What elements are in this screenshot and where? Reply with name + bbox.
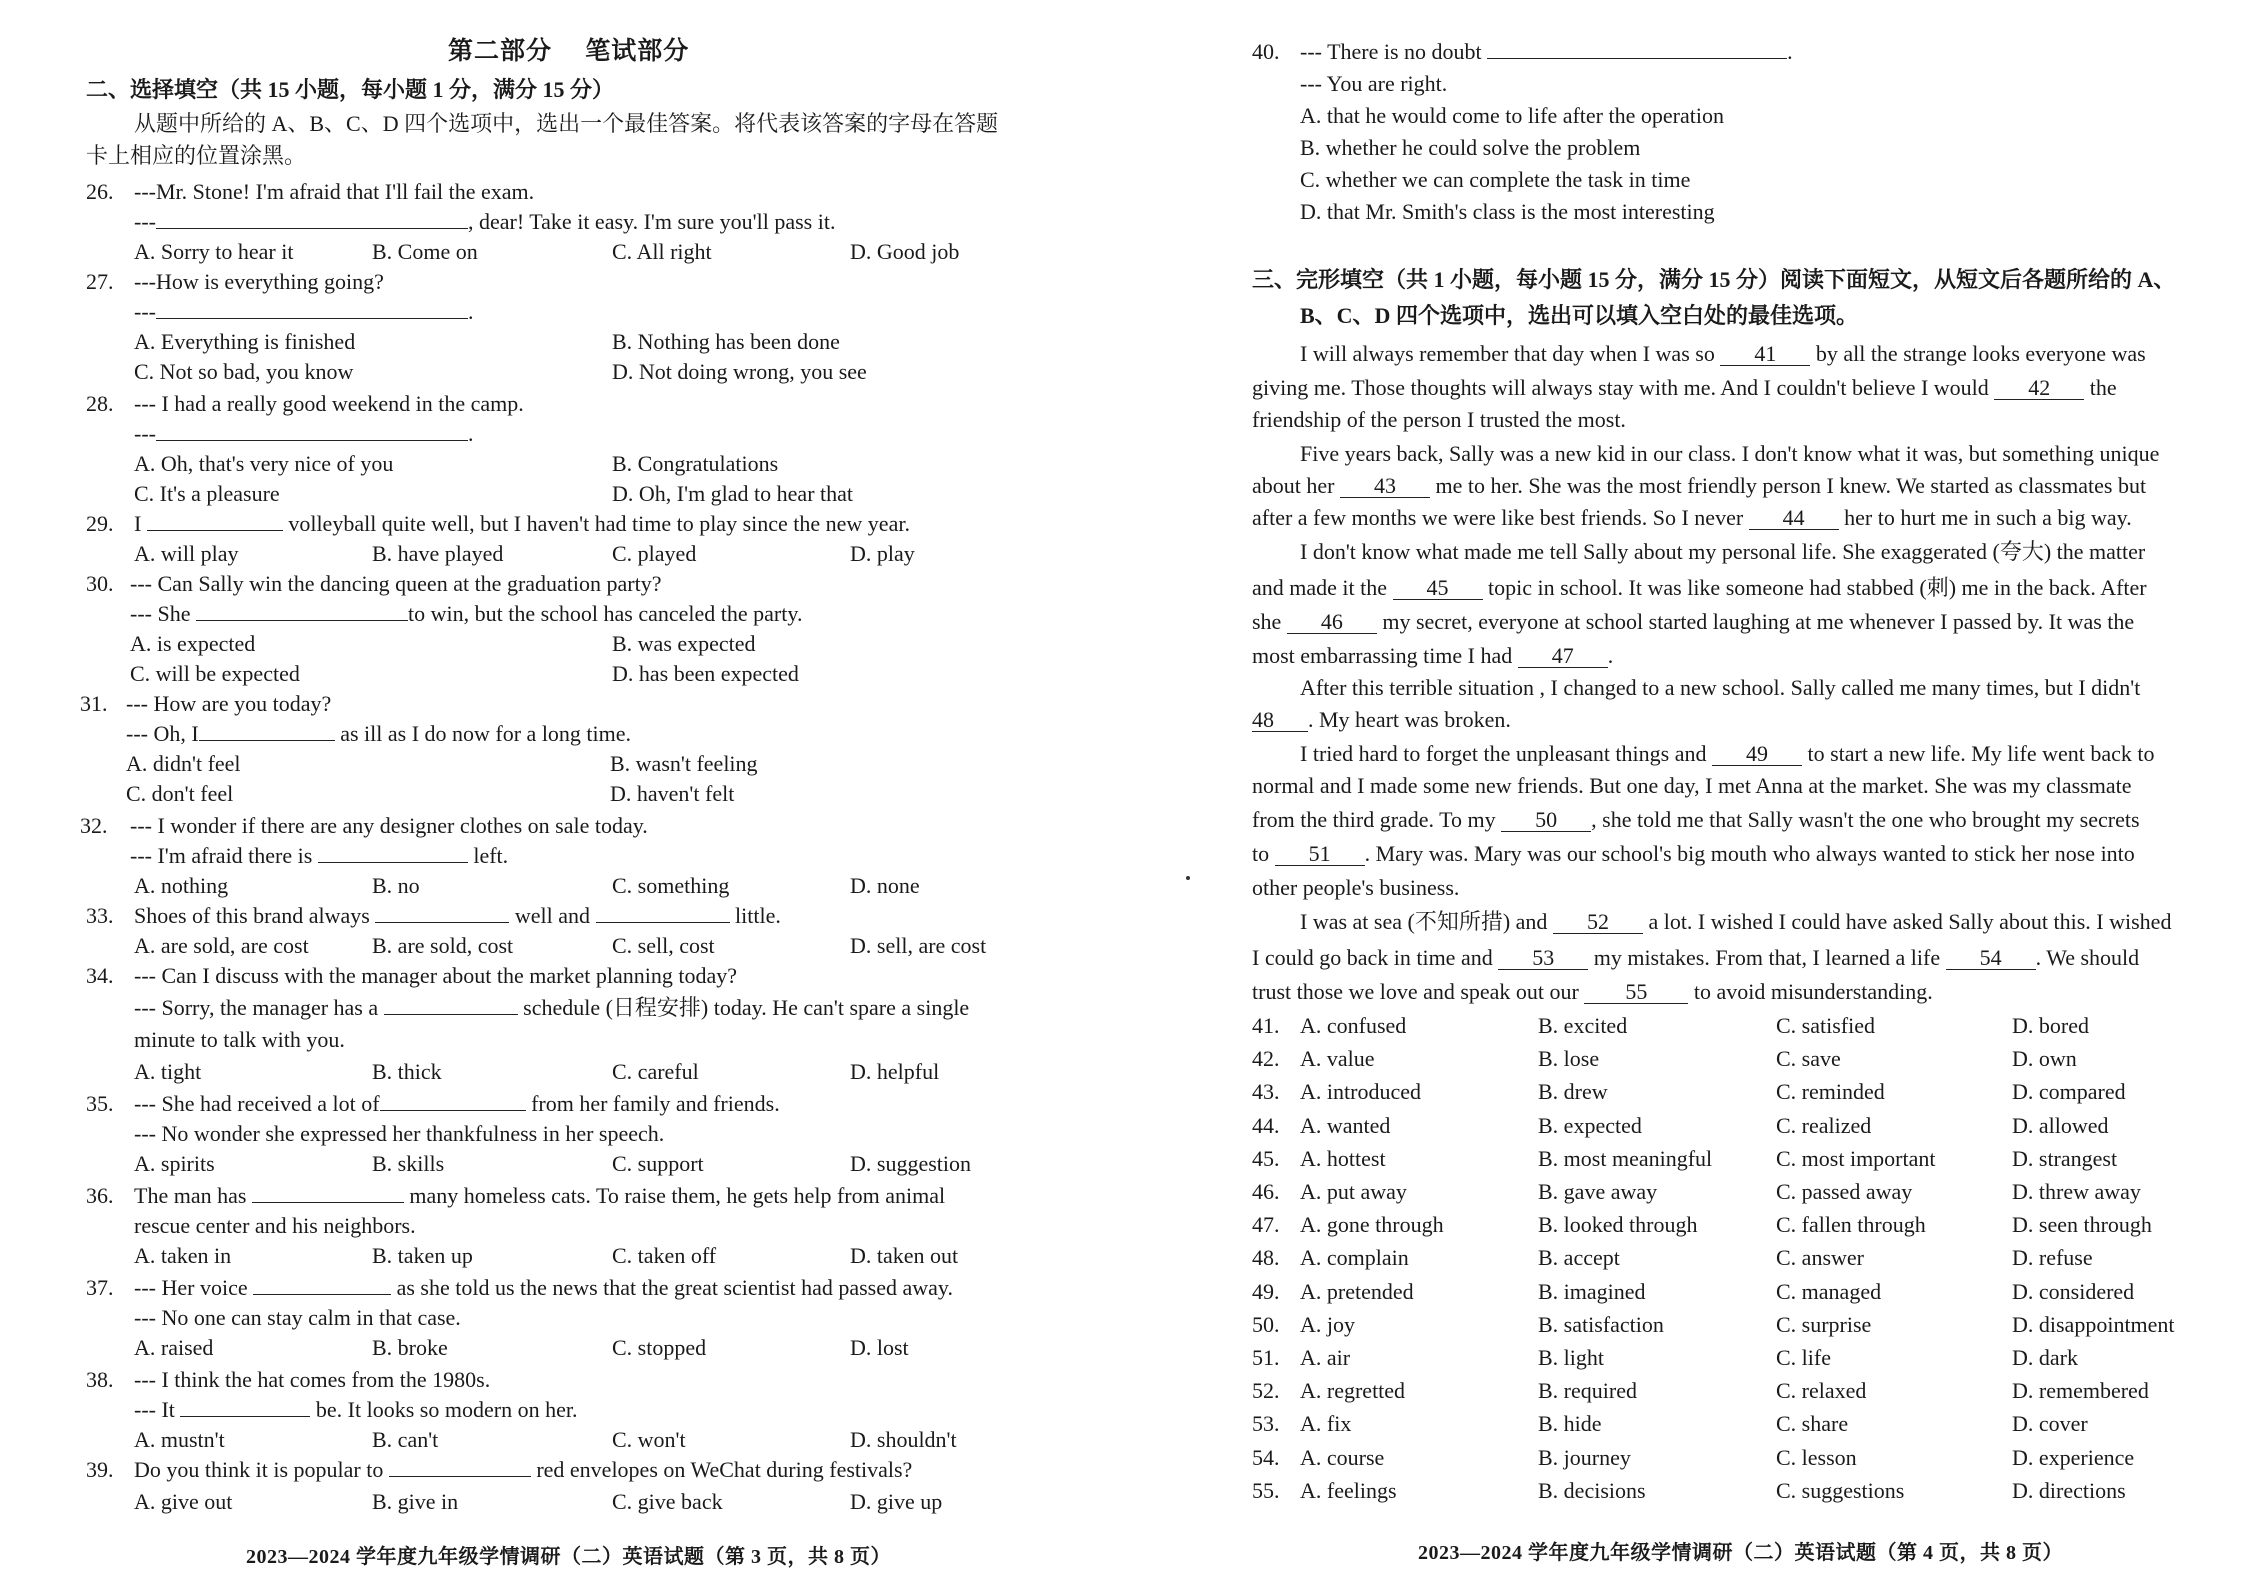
option-d[interactable]: D. seen through <box>2012 1212 2152 1238</box>
answer-line: --- No wonder she expressed her thankfulness in her speech. <box>134 1121 665 1146</box>
option-number: 44. <box>1252 1112 1280 1138</box>
option-c[interactable]: C. life <box>1776 1345 1831 1370</box>
question-stem: --- There is no doubt . <box>1300 39 1793 64</box>
option-c[interactable]: C. suggestions <box>1776 1477 1905 1503</box>
option-b[interactable]: B. Nothing has been done <box>612 329 840 354</box>
option-c[interactable]: C. sell, cost <box>612 933 715 958</box>
answer-blank[interactable] <box>147 510 283 531</box>
answer-blank[interactable] <box>596 902 730 923</box>
option-a[interactable]: A. air <box>1300 1345 1351 1370</box>
option-d[interactable]: D. bored <box>2012 1013 2089 1038</box>
option-b[interactable]: B. whether he could solve the problem <box>1300 135 1641 160</box>
option-number: 46. <box>1252 1179 1280 1204</box>
answer-line: --- I'm afraid there is left. <box>130 843 509 868</box>
option-number: 42. <box>1252 1046 1280 1072</box>
option-a[interactable]: A. introduced <box>1300 1079 1421 1105</box>
option-a[interactable]: A. gone through <box>1300 1212 1444 1238</box>
question-number: 35. <box>86 1091 114 1116</box>
option-a[interactable]: A. give out <box>134 1489 233 1514</box>
option-a[interactable]: A. Everything is finished <box>134 329 356 354</box>
option-d[interactable]: D. allowed <box>2012 1112 2109 1138</box>
page-4 <box>1122 0 2244 1586</box>
option-c[interactable]: C. played <box>612 541 697 566</box>
option-c[interactable]: C. taken off <box>612 1243 717 1268</box>
question-stem: --- Can I discuss with the manager about the market planning today? <box>134 963 737 988</box>
answer-line: --- It be. It looks so modern on her. <box>134 1397 578 1422</box>
option-b[interactable]: B. decisions <box>1538 1477 1646 1503</box>
question-stem: Do you think it is popular to red envelopes on WeChat during festivals? <box>134 1457 913 1482</box>
question-number: 27. <box>86 269 114 294</box>
blank-50[interactable]: 50 <box>1501 809 1591 832</box>
option-a[interactable]: A. Oh, that's very nice of you <box>134 451 394 476</box>
option-d[interactable]: D. Oh, I'm glad to hear that <box>612 481 854 506</box>
option-b[interactable]: B. imagined <box>1538 1278 1646 1304</box>
option-a[interactable]: A. value <box>1300 1046 1375 1072</box>
option-d[interactable]: D. strangest <box>2012 1145 2118 1171</box>
passage-line: I could go back in time and 53 my mistakes. From that, I learned a life 54 . We should <box>1252 945 2140 970</box>
question-number: 28. <box>86 391 114 416</box>
option-a[interactable]: A. course <box>1300 1444 1385 1470</box>
option-b[interactable]: B. required <box>1538 1378 1637 1404</box>
answer-blank[interactable] <box>384 994 518 1015</box>
question-stem: --- I think the hat comes from the 1980s. <box>134 1367 491 1392</box>
blank-47[interactable]: 47 <box>1518 645 1608 668</box>
passage-line: normal and I made some new friends. But one day, I met Anna at the market. She was my classmate <box>1252 773 2132 798</box>
question-number: 33. <box>86 903 114 928</box>
option-d[interactable]: D. Not doing wrong, you see <box>612 359 867 384</box>
option-d[interactable]: D. taken out <box>850 1243 959 1268</box>
option-number: 50. <box>1252 1311 1280 1337</box>
option-a[interactable]: A. nothing <box>134 873 229 898</box>
question-number: 26. <box>86 179 114 204</box>
option-c[interactable]: C. It's a pleasure <box>134 481 280 506</box>
option-d[interactable]: D. haven't felt <box>610 781 735 806</box>
option-number: 47. <box>1252 1212 1280 1238</box>
passage-line: I will always remember that day when I was so 41 by all the strange looks everyone was <box>1300 341 2146 366</box>
question-stem: --- Her voice as she told us the news that the great scientist had passed away. <box>134 1275 953 1300</box>
option-b[interactable]: B. gave away <box>1538 1179 1658 1204</box>
option-c[interactable]: C. satisfied <box>1776 1013 1875 1038</box>
answer-line: --- . <box>134 299 474 324</box>
answer-line: --- Sorry, the manager has a schedule (日程安排) today. He can't spare a single <box>134 995 970 1020</box>
option-d[interactable]: D. shouldn't <box>850 1427 957 1452</box>
blank-55[interactable]: 55 <box>1584 981 1688 1004</box>
blank-51[interactable]: 51 <box>1275 843 1365 866</box>
option-c[interactable]: C. managed <box>1776 1278 1882 1304</box>
option-c[interactable]: C. whether we can complete the task in time <box>1300 167 1691 192</box>
blank-41[interactable]: 41 <box>1720 343 1810 366</box>
answer-blank[interactable] <box>1487 38 1787 59</box>
option-c[interactable]: C. All right <box>612 239 712 264</box>
option-d[interactable]: D. directions <box>2012 1477 2126 1503</box>
option-d[interactable]: D. experience <box>2012 1444 2135 1470</box>
option-a[interactable]: A. pretended <box>1300 1278 1414 1304</box>
passage-line: I don't know what made me tell Sally about my personal life. She exaggerated (夸大) the matter <box>1300 539 2146 564</box>
blank-48[interactable]: 48 <box>1252 709 1308 732</box>
question-number: 36. <box>86 1183 114 1208</box>
option-d[interactable]: D. compared <box>2012 1079 2126 1105</box>
option-c[interactable]: C. lesson <box>1776 1444 1857 1470</box>
answer-blank[interactable] <box>380 1090 526 1111</box>
option-b[interactable]: B. taken up <box>372 1243 473 1268</box>
question-stem: --- How are you today? <box>126 691 332 716</box>
option-number: 54. <box>1252 1444 1280 1470</box>
option-number: 53. <box>1252 1411 1280 1437</box>
option-b[interactable]: B. looked through <box>1538 1212 1698 1238</box>
option-c[interactable]: C. careful <box>612 1059 699 1084</box>
answer-blank[interactable] <box>252 1182 404 1203</box>
answer-blank[interactable] <box>196 600 408 621</box>
option-c[interactable]: C. something <box>612 873 730 898</box>
question-number: 31. <box>80 691 108 716</box>
option-number: 41. <box>1252 1013 1280 1038</box>
page-footer: 2023—2024 学年度九年级学情调研（二）英语试题（第 4 页，共 8 页） <box>1418 1542 2063 1564</box>
option-c[interactable]: C. most important <box>1776 1145 1936 1171</box>
passage-line: to 51 . Mary was. Mary was our school's big mouth who always wanted to stick her nose into <box>1252 841 2135 866</box>
option-a[interactable]: A. will play <box>134 541 239 566</box>
option-d[interactable]: D. give up <box>850 1489 943 1514</box>
option-b[interactable]: B. journey <box>1538 1444 1631 1470</box>
passage-line: from the third grade. To my 50 , she told me that Sally wasn't the one who brought my secrets <box>1252 807 2140 832</box>
option-c[interactable]: C. passed away <box>1776 1179 1913 1204</box>
option-b[interactable]: B. drew <box>1538 1079 1608 1105</box>
answer-blank[interactable] <box>318 842 468 863</box>
option-c[interactable]: C. won't <box>612 1427 686 1452</box>
section2-heading: 二、选择填空（共 15 小题，每小题 1 分，满分 15 分） <box>86 77 615 102</box>
question-number: 32. <box>80 813 108 838</box>
option-b[interactable]: B. are sold, cost <box>372 933 514 958</box>
answer-blank[interactable] <box>180 1396 310 1417</box>
option-c[interactable]: C. fallen through <box>1776 1212 1926 1238</box>
option-c[interactable]: C. reminded <box>1776 1079 1885 1105</box>
answer-line: --- . <box>134 421 474 446</box>
passage-line: I was at sea (不知所措) and 52 a lot. I wished I could have asked Sally about this. I wished <box>1300 909 2172 934</box>
option-b[interactable]: B. expected <box>1538 1112 1642 1138</box>
option-a[interactable]: A. Sorry to hear it <box>134 239 294 264</box>
question-number: 39. <box>86 1457 114 1482</box>
option-a[interactable]: A. raised <box>134 1335 214 1360</box>
option-a[interactable]: A. taken in <box>134 1243 232 1268</box>
question-number: 29. <box>86 511 114 536</box>
option-number: 51. <box>1252 1345 1280 1370</box>
passage-line: she 46 my secret, everyone at school started laughing at me whenever I passed by. It was the <box>1252 609 2135 634</box>
option-b[interactable]: B. Congratulations <box>612 451 779 476</box>
option-d[interactable]: D. lost <box>850 1335 909 1360</box>
option-d[interactable]: D. has been expected <box>612 661 799 686</box>
option-a[interactable]: A. complain <box>1300 1245 1409 1271</box>
question-stem: The man has many homeless cats. To raise them, he gets help from animal <box>134 1183 946 1208</box>
option-a[interactable]: A. regretted <box>1300 1378 1406 1404</box>
option-a[interactable]: A. is expected <box>130 631 256 656</box>
option-a[interactable]: A. didn't feel <box>126 751 241 776</box>
option-b[interactable]: B. was expected <box>612 631 756 656</box>
option-b[interactable]: B. give in <box>372 1489 459 1514</box>
option-c[interactable]: C. stopped <box>612 1335 707 1360</box>
answer-line-cont: minute to talk with you. <box>134 1027 345 1052</box>
option-d[interactable]: D. suggestion <box>850 1151 971 1176</box>
question-stem: --- I had a really good weekend in the camp. <box>134 391 524 416</box>
option-b[interactable]: B. wasn't feeling <box>610 751 758 776</box>
option-b[interactable]: B. broke <box>372 1335 448 1360</box>
passage-line: trust those we love and speak out our 55 to avoid misunderstanding. <box>1252 979 1933 1004</box>
answer-line: --- Oh, I as ill as I do now for a long time. <box>126 721 632 746</box>
passage-line: about her 43 me to her. She was the most friendly person I knew. We started as classmates but <box>1252 473 2147 498</box>
option-b[interactable]: B. thick <box>372 1059 442 1084</box>
passage-line: Five years back, Sally was a new kid in our class. I don't know what it was, but something unique <box>1300 441 2160 466</box>
passage-line: other people's business. <box>1252 875 1460 900</box>
option-c[interactable]: C. answer <box>1776 1245 1864 1271</box>
question-stem: --- Can Sally win the dancing queen at the graduation party? <box>130 571 662 596</box>
option-b[interactable]: B. most meaningful <box>1538 1145 1713 1171</box>
question-stem: ---Mr. Stone! I'm afraid that I'll fail the exam. <box>134 179 535 204</box>
blank-49[interactable]: 49 <box>1712 743 1802 766</box>
option-b[interactable]: B. Come on <box>372 239 478 264</box>
answer-line: --- No one can stay calm in that case. <box>134 1305 461 1330</box>
instructions: 从题中所给的 A、B、C、D 四个选项中，选出一个最佳答案。将代表该答案的字母在答题 <box>134 111 999 136</box>
passage-line: and made it the 45 topic in school. It was like someone had stabbed (刺) me in the back. After <box>1252 575 2147 600</box>
option-c[interactable]: C. share <box>1776 1411 1849 1437</box>
answer-blank[interactable] <box>199 720 335 741</box>
passage-line: 48 . My heart was broken. <box>1252 707 1511 732</box>
blank-44[interactable]: 44 <box>1749 507 1839 530</box>
part-title: 第二部分 笔试部分 <box>448 38 690 65</box>
option-d[interactable]: D. considered <box>2012 1278 2135 1304</box>
option-a[interactable]: A. mustn't <box>134 1427 225 1452</box>
answer-line: --- You are right. <box>1300 71 1448 96</box>
option-d[interactable]: D. Good job <box>850 239 960 264</box>
question-stem: ---How is everything going? <box>134 269 384 294</box>
option-a[interactable]: A. fix <box>1300 1411 1352 1437</box>
option-number: 43. <box>1252 1079 1280 1105</box>
option-d[interactable]: D. sell, are cost <box>850 933 987 958</box>
option-c[interactable]: C. give back <box>612 1489 723 1514</box>
option-c[interactable]: C. will be expected <box>130 661 300 686</box>
answer-blank[interactable] <box>253 1274 391 1295</box>
question-number: 38. <box>86 1367 114 1392</box>
question-number: 34. <box>86 963 114 988</box>
passage-line: most embarrassing time I had 47 . <box>1252 643 1614 668</box>
section3-heading-cont: B、C、D 四个选项中，选出可以填入空白处的最佳选项。 <box>1300 303 1858 328</box>
option-a[interactable]: A. wanted <box>1300 1112 1391 1138</box>
option-a[interactable]: A. put away <box>1300 1179 1407 1204</box>
option-d[interactable]: D. none <box>850 873 920 898</box>
option-d[interactable]: D. helpful <box>850 1059 940 1084</box>
question-stem-cont: rescue center and his neighbors. <box>134 1213 416 1238</box>
question-number: 37. <box>86 1275 114 1300</box>
passage-line: giving me. Those thoughts will always stay with me. And I couldn't believe I would 42 the <box>1252 375 2117 400</box>
option-d[interactable]: D. remembered <box>2012 1378 2149 1404</box>
option-b[interactable]: B. excited <box>1538 1013 1628 1038</box>
question-number: 40. <box>1252 39 1280 64</box>
option-b[interactable]: B. skills <box>372 1151 445 1176</box>
option-number: 45. <box>1252 1145 1280 1171</box>
option-b[interactable]: B. accept <box>1538 1245 1620 1271</box>
option-c[interactable]: C. relaxed <box>1776 1378 1867 1404</box>
blank-54[interactable]: 54 <box>1946 947 2036 970</box>
option-number: 55. <box>1252 1477 1280 1503</box>
option-c[interactable]: C. don't feel <box>126 781 234 806</box>
option-d[interactable]: D. threw away <box>2012 1179 2141 1204</box>
option-d[interactable]: D. that Mr. Smith's class is the most interesting <box>1300 199 1715 224</box>
option-c[interactable]: C. surprise <box>1776 1311 1872 1337</box>
page-footer: 2023—2024 学年度九年级学情调研（二）英语试题（第 3 页，共 8 页） <box>246 1546 891 1568</box>
option-b[interactable]: B. can't <box>372 1427 439 1452</box>
option-a[interactable]: A. spirits <box>134 1151 215 1176</box>
question-stem: I volleyball quite well, but I haven't had time to play since the new year. <box>134 511 910 536</box>
option-d[interactable]: D. refuse <box>2012 1245 2093 1271</box>
passage-line: I tried hard to forget the unpleasant things and 49 to start a new life. My life went back to <box>1300 741 2155 766</box>
option-b[interactable]: B. light <box>1538 1345 1605 1370</box>
option-b[interactable]: B. lose <box>1538 1046 1600 1072</box>
option-c[interactable]: C. save <box>1776 1046 1841 1072</box>
question-stem: --- I wonder if there are any designer clothes on sale today. <box>130 813 648 838</box>
instructions-cont: 卡上相应的位置涂黑。 <box>86 143 307 168</box>
answer-blank[interactable] <box>375 902 509 923</box>
option-d[interactable]: D. cover <box>2012 1411 2088 1437</box>
answer-line: --- , dear! Take it easy. I'm sure you'll pass it. <box>134 209 836 234</box>
answer-blank[interactable] <box>156 208 468 229</box>
passage-line: friendship of the person I trusted the most. <box>1252 407 1626 432</box>
option-d[interactable]: D. disappointment <box>2012 1311 2175 1337</box>
option-a[interactable]: A. hottest <box>1300 1145 1386 1171</box>
answer-line: --- She to win, but the school has canceled the party. <box>130 601 803 626</box>
option-d[interactable]: D. own <box>2012 1046 2077 1072</box>
option-b[interactable]: B. satisfaction <box>1538 1311 1664 1337</box>
answer-blank[interactable] <box>156 420 468 441</box>
answer-blank[interactable] <box>389 1456 531 1477</box>
blank-53[interactable]: 53 <box>1498 947 1588 970</box>
option-a[interactable]: A. tight <box>134 1059 202 1084</box>
option-d[interactable]: D. play <box>850 541 915 566</box>
blank-42[interactable]: 42 <box>1994 377 2084 400</box>
blank-43[interactable]: 43 <box>1340 475 1430 498</box>
option-c[interactable]: C. Not so bad, you know <box>134 359 354 384</box>
passage-line: after a few months we were like best friends. So I never 44 her to hurt me in such a big way. <box>1252 505 2132 530</box>
option-b[interactable]: B. have played <box>372 541 504 566</box>
option-c[interactable]: C. support <box>612 1151 704 1176</box>
option-b[interactable]: B. no <box>372 873 420 898</box>
answer-blank[interactable] <box>156 298 468 319</box>
option-d[interactable]: D. dark <box>2012 1345 2078 1370</box>
blank-46[interactable]: 46 <box>1287 611 1377 634</box>
question-stem: --- She had received a lot of from her family and friends. <box>134 1091 780 1116</box>
option-a[interactable]: A. feelings <box>1300 1477 1397 1503</box>
passage-line: After this terrible situation , I changed to a new school. Sally called me many times, but I didn't <box>1300 675 2141 700</box>
option-number: 49. <box>1252 1278 1280 1304</box>
blank-52[interactable]: 52 <box>1553 911 1643 934</box>
option-c[interactable]: C. realized <box>1776 1112 1872 1138</box>
question-stem: Shoes of this brand always well and little. <box>134 903 781 928</box>
option-a[interactable]: A. joy <box>1300 1311 1355 1337</box>
option-b[interactable]: B. hide <box>1538 1411 1602 1437</box>
option-number: 52. <box>1252 1378 1280 1404</box>
blank-45[interactable]: 45 <box>1393 577 1483 600</box>
question-number: 30. <box>86 571 114 596</box>
section3-heading: 三、完形填空（共 1 小题，每小题 15 分，满分 15 分）阅读下面短文，从短文后各题所给的 A、 <box>1252 267 2176 292</box>
option-a[interactable]: A. confused <box>1300 1013 1407 1038</box>
option-a[interactable]: A. that he would come to life after the operation <box>1300 103 1724 128</box>
option-number: 48. <box>1252 1245 1280 1271</box>
option-a[interactable]: A. are sold, are cost <box>134 933 309 958</box>
